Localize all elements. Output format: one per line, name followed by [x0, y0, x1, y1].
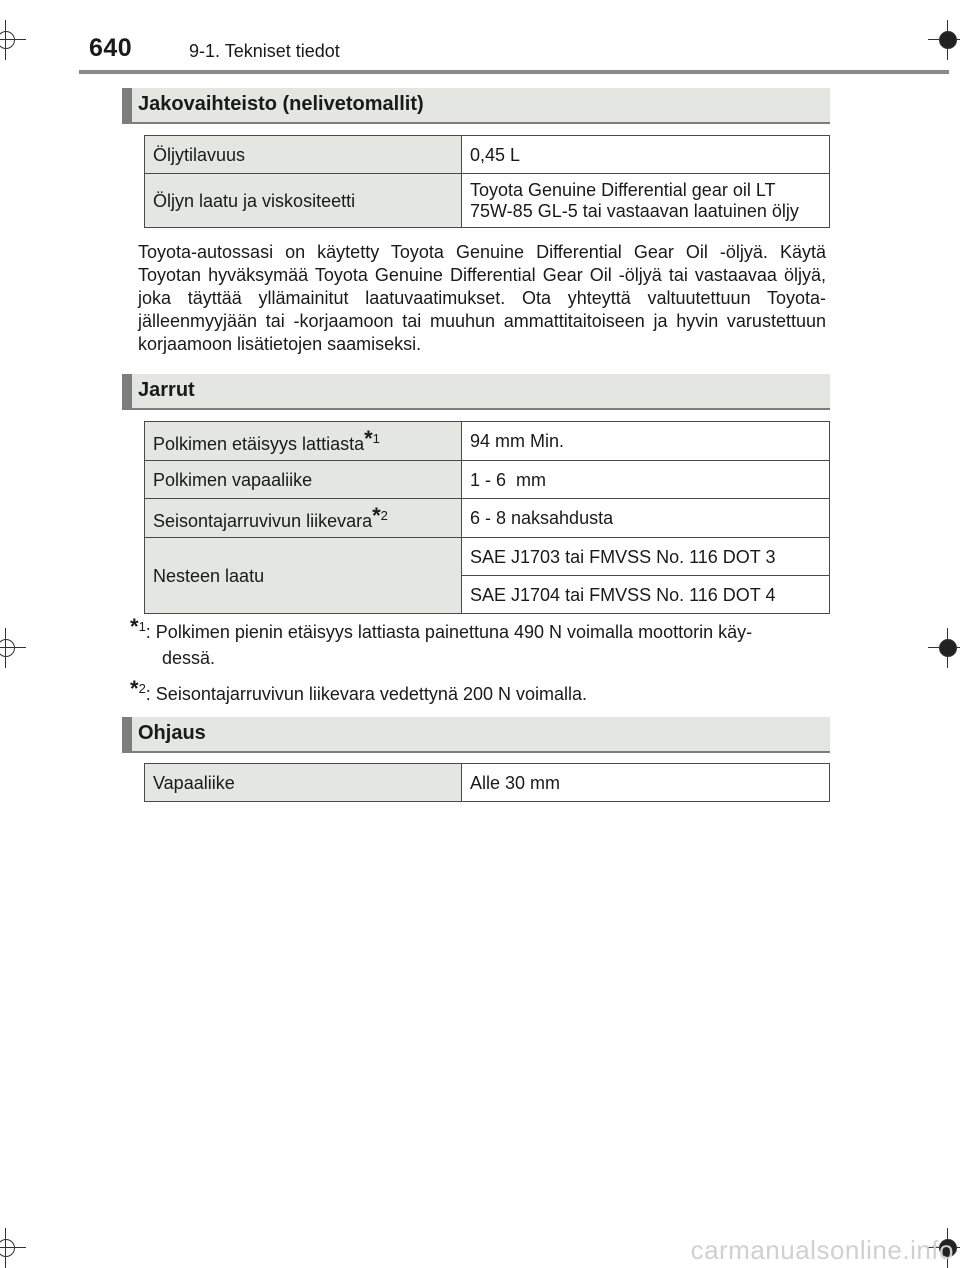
row-value: 94 mm Min.	[462, 422, 830, 461]
crop-mark-icon	[928, 628, 960, 668]
crop-mark-icon	[928, 20, 960, 60]
page-number: 640	[89, 34, 133, 62]
section-heading-transfer	[122, 88, 830, 124]
footnote	[130, 676, 830, 707]
row-value	[462, 174, 830, 228]
row-value: SAE J1703 tai FMVSS No. 116 DOT 3	[462, 538, 830, 576]
value-line: 75W-85 GL-5 tai vastaavan laatuinen öljy	[470, 201, 799, 221]
value-line: Toyota Genuine Differential gear oil LT	[470, 180, 776, 200]
section-title: Jarrut	[138, 379, 195, 401]
row-label: Öljytilavuus	[145, 136, 462, 174]
crop-mark-icon	[0, 1228, 26, 1268]
row-label: Vapaaliike	[145, 764, 462, 802]
footnote-text: : Polkimen pienin etäisyys lattiasta painettuna 490 N voimalla moottorin käy-	[145, 622, 753, 642]
row-value: SAE J1704 tai FMVSS No. 116 DOT 4	[462, 576, 830, 614]
chapter-title: 9-1. Tekniset tiedot	[189, 41, 340, 61]
footnote-marker: *	[130, 676, 139, 701]
section-title: Ohjaus	[138, 722, 206, 744]
row-label: Öljyn laatu ja viskositeetti	[145, 174, 462, 228]
steering-spec-table	[144, 763, 830, 802]
oil-note-paragraph: Toyota-autossasi on käytetty Toyota Genuine Differential Gear Oil -öljyä. Käytä Toyotan hyväksymää Toyota Genuine Differential Gear Oil -öljyä tai vastaavaa öljyä, joka täyttää yllämainitut laatuvaatimukset. Ota yhteyttä valtuutettuun Toyota-jälleenmyyjään tai -korjaamoon tai muuhun ammattitaitoiseen ja hyvin varustettuun korjaamoon lisätietojen saamiseksi.	[138, 242, 826, 354]
label-text: Polkimen etäisyys lattiasta	[153, 434, 365, 454]
header-rule	[79, 70, 949, 74]
footnote-marker: *	[364, 426, 373, 451]
footnote-number: 1	[138, 619, 146, 634]
crop-mark-icon	[0, 628, 26, 668]
footnote-number: 1	[372, 431, 380, 446]
transfer-spec-table	[144, 135, 830, 228]
footnote-marker: *	[372, 503, 381, 528]
crop-mark-icon	[0, 20, 26, 60]
section-heading-steering	[122, 717, 830, 753]
row-label: Polkimen vapaaliike	[145, 461, 462, 499]
table-row	[145, 538, 830, 576]
row-value: 0,45 L	[462, 136, 830, 174]
footnote-marker: *	[130, 614, 139, 639]
footnote-number: 2	[380, 508, 388, 523]
section-title: Jakovaihteisto (nelivetomallit)	[138, 93, 424, 115]
watermark: carmanualsonline.info	[690, 1235, 954, 1265]
row-value: 6 - 8 naksahdusta	[462, 499, 830, 538]
label-text: Seisontajarruvivun liikevara	[153, 511, 373, 531]
table-row	[145, 764, 830, 802]
table-row	[145, 174, 830, 228]
section-heading-brakes	[122, 374, 830, 410]
table-row	[145, 136, 830, 174]
footnote	[130, 614, 830, 671]
row-label: Nesteen laatu	[145, 538, 462, 614]
footnote-text: : Seisontajarruvivun liikevara vedettynä 200 N voimalla.	[145, 684, 588, 704]
row-label	[145, 499, 462, 538]
table-row	[145, 461, 830, 499]
footnote-number: 2	[138, 681, 146, 696]
row-value: 1 - 6 mm	[462, 461, 830, 499]
table-row	[145, 422, 830, 461]
brakes-spec-table	[144, 421, 830, 614]
row-value: Alle 30 mm	[462, 764, 830, 802]
footnote-text: dessä.	[162, 648, 216, 668]
row-label	[145, 422, 462, 461]
table-row	[145, 499, 830, 538]
